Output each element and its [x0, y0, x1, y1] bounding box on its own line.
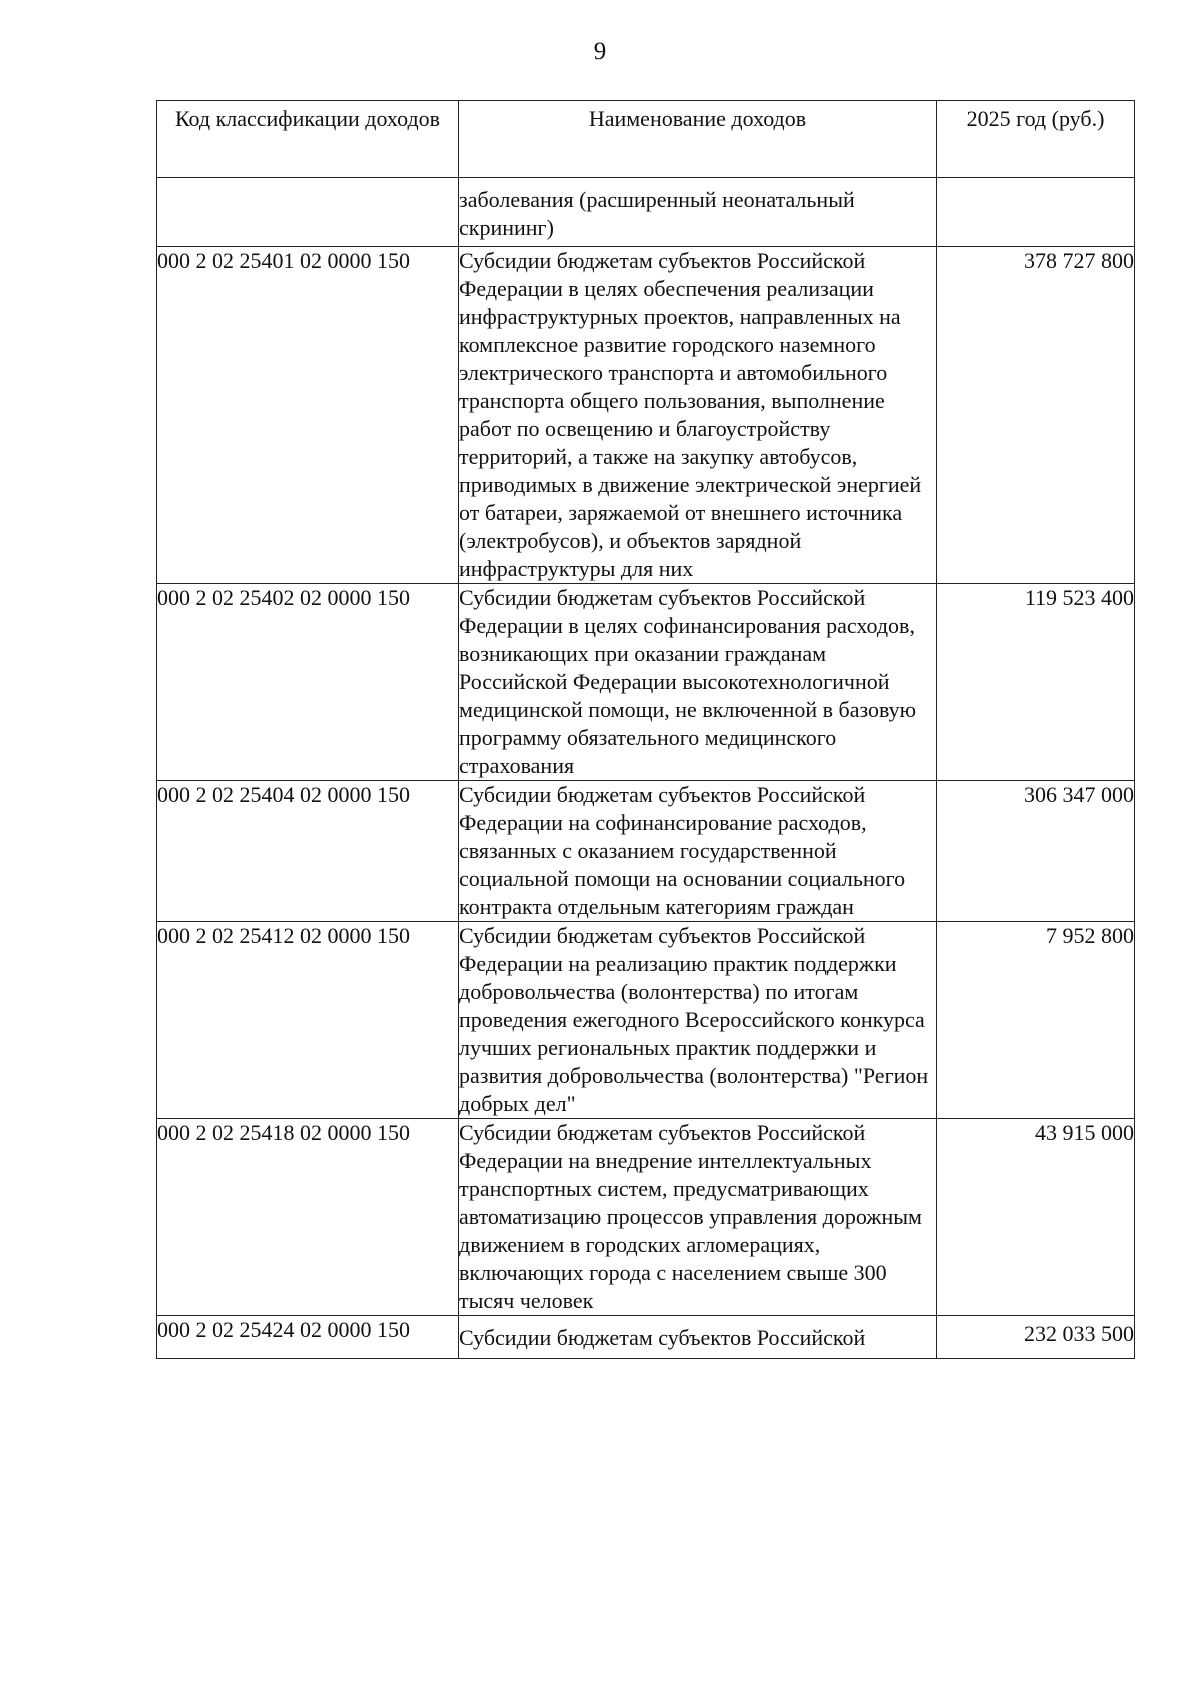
- header-code-label: Код классификации доходов: [174, 106, 441, 131]
- row-name-text: Субсидии бюджетам субъектов Российской Федерации в целях обеспечения реализации инфраструктурных проектов, направленных на комплексное развитие городского наземного электрического транспорта и автомобильного транспорта общего пользования, выполнение работ по освещению и благоустройству территорий, а также на закупку автобусов, приводимых в движение электрической энергией от батареи, заряжаемой от внешнего источника (электробусов), и объектов зарядной инфраструктуры для них: [459, 248, 922, 581]
- row-name-text: Субсидии бюджетам субъектов Российской Федерации на реализацию практик поддержки добровольчества (волонтерства) по итогам проведения ежегодного Всероссийского конкурса лучших региональных практик поддержки и развития добровольчества (волонтерства) "Регион добрых дел": [459, 923, 929, 1116]
- row-name-text: Субсидии бюджетам субъектов Российской Федерации в целях софинансирования расходов, возникающих при оказании гражданам Российской Федерации высокотехнологичной медицинской помощи, не включенной в базовую программу обязательного медицинского страхования: [459, 585, 917, 778]
- table-row: [157, 584, 1135, 781]
- row-amount: 43 915 000: [937, 1119, 1135, 1316]
- page-number: 9: [593, 38, 607, 65]
- row-amount: 306 347 000: [937, 781, 1135, 922]
- table-row: [157, 178, 1135, 247]
- row-code: 000 2 02 25412 02 0000 150: [157, 922, 459, 1119]
- header-amount: [937, 101, 1135, 178]
- row-name: [459, 781, 937, 922]
- revenue-table: [156, 100, 1135, 1359]
- header-name-label: Наименование доходов: [588, 106, 807, 131]
- row-code: 000 2 02 25404 02 0000 150: [157, 781, 459, 922]
- row-code: 000 2 02 25418 02 0000 150: [157, 1119, 459, 1316]
- table-row: [157, 1316, 1135, 1359]
- row-name-text: Субсидии бюджетам субъектов Российской Федерации на софинансирование расходов, связанных с оказанием государственной социальной помощи на основании социального контракта отдельным категориям граждан: [459, 782, 906, 919]
- header-code: [157, 101, 459, 178]
- row-amount: 232 033 500: [937, 1316, 1135, 1359]
- row-name: [459, 1316, 937, 1359]
- table-row: [157, 781, 1135, 922]
- row-code: 000 2 02 25402 02 0000 150: [157, 584, 459, 781]
- row-amount: 378 727 800: [937, 247, 1135, 584]
- row-name: [459, 922, 937, 1119]
- row-code: 000 2 02 25424 02 0000 150: [157, 1316, 459, 1359]
- table-row: [157, 922, 1135, 1119]
- row-code: [157, 178, 459, 247]
- row-name-text: Субсидии бюджетам субъектов Российской: [459, 1325, 866, 1350]
- row-name: [459, 247, 937, 584]
- row-name-text: Субсидии бюджетам субъектов Российской Федерации на внедрение интеллектуальных транспортных систем, предусматривающих автоматизацию процессов управления дорожным движением в городских агломерациях, включающих города с населением свыше 300 тысяч человек: [459, 1120, 922, 1313]
- row-name: [459, 1119, 937, 1316]
- row-name: [459, 178, 937, 247]
- table-row: [157, 247, 1135, 584]
- row-amount: [937, 178, 1135, 247]
- row-name-text: заболевания (расширенный неонатальный скрининг): [459, 187, 855, 240]
- header-amount-label: 2025 год (руб.): [966, 106, 1105, 131]
- row-name: [459, 584, 937, 781]
- row-amount: 7 952 800: [937, 922, 1135, 1119]
- row-amount: 119 523 400: [937, 584, 1135, 781]
- table-header-row: [157, 101, 1135, 178]
- row-code: 000 2 02 25401 02 0000 150: [157, 247, 459, 584]
- header-name: [459, 101, 937, 178]
- table-row: [157, 1119, 1135, 1316]
